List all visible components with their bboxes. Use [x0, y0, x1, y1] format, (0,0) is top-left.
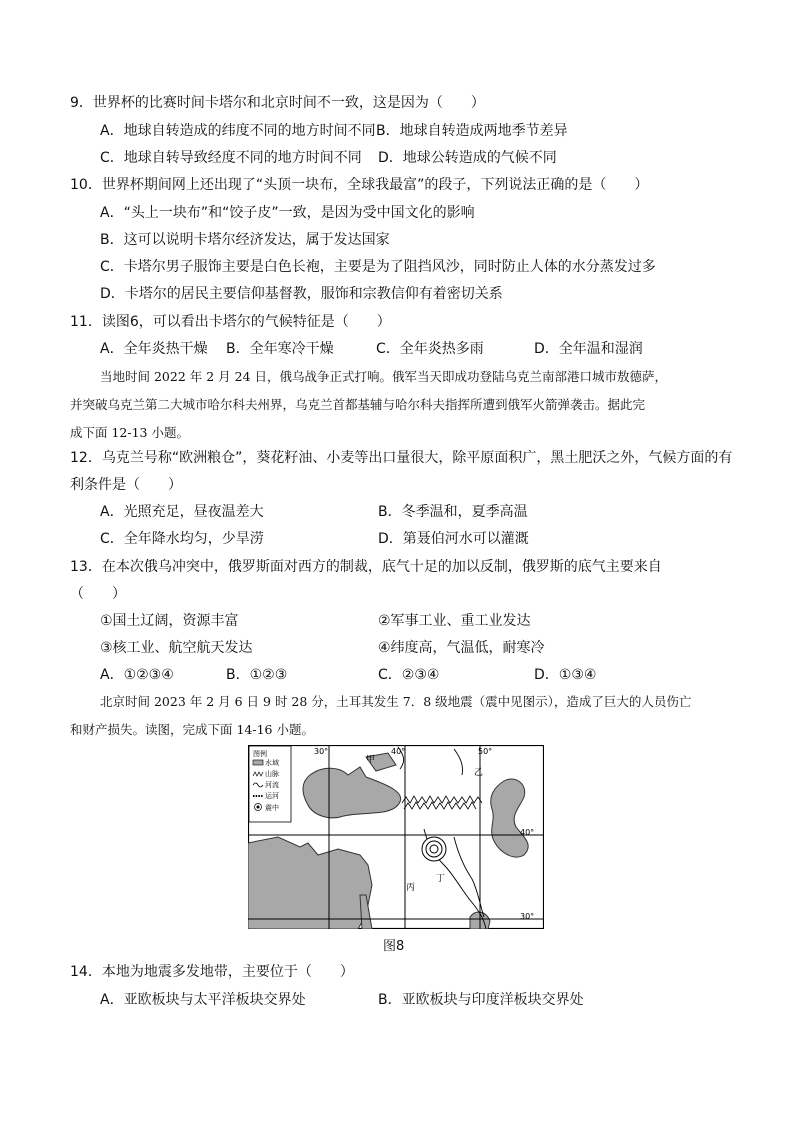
- legend-epicenter: 震中: [265, 804, 279, 812]
- q13-statement-1: ①国土辽阔，资源丰富: [100, 613, 239, 629]
- q11-option-d: D．全年温和湿润: [534, 341, 643, 357]
- passage-line: 当地时间 2022 年 2 月 24 日，俄乌战争正式打响。俄军当天即成功登陆乌克兰南部港口城市敖德萨，: [100, 369, 668, 384]
- q10-stem: 10．世界杯期间网上还出现了“头顶一块布，全球我最富”的段子，下列说法正确的是（ ）: [70, 177, 649, 193]
- q10-option-c: C．卡塔尔男子服饰主要是白色长袍，主要是为了阻挡风沙，同时防止人体的水分蒸发过多: [100, 259, 656, 275]
- legend-title: 图例: [253, 750, 267, 758]
- q12-stem-cont: 利条件是（ ）: [70, 477, 182, 493]
- passage-turkey-earthquake: [70, 688, 730, 744]
- q14-stem: 14．本地为地震多发地带，主要位于（ ）: [70, 964, 354, 980]
- earthquake-map: [248, 745, 544, 929]
- q10-option-a: A．“头上一块布”和“饺子皮”一致，是因为受中国文化的影响: [100, 205, 475, 221]
- legend-canal: 运河: [265, 792, 279, 800]
- q12-option-a: A．光照充足，昼夜温差大: [100, 504, 264, 520]
- lat-label-30: 30°: [520, 912, 535, 921]
- q12-stem: 12．乌克兰号称“欧洲粮仓”，葵花籽油、小麦等出口量很大，除平原面积广，黑土肥沃之外，气候方面的有: [70, 450, 733, 466]
- q14-option-a: A．亚欧板块与太平洋板块交界处: [100, 992, 306, 1008]
- lon-label-50: 50°: [478, 747, 493, 756]
- legend-mountain: 山脉: [265, 770, 279, 778]
- q10-option-d: D．卡塔尔的居民主要信仰基督教，服饰和宗教信仰有着密切关系: [100, 286, 503, 302]
- q10-option-b: B．这可以说明卡塔尔经济发达，属于发达国家: [100, 232, 390, 248]
- q11-stem: 11．读图6，可以看出卡塔尔的气候特征是（ ）: [70, 314, 391, 330]
- legend-water: 水域: [265, 759, 279, 767]
- q13-option-c: C．②③④: [378, 667, 440, 683]
- lon-label-30: 30°: [314, 747, 329, 756]
- place-label-yi: 乙: [474, 768, 484, 778]
- q11-option-a: A．全年炎热干燥: [100, 341, 208, 357]
- passage-line: 北京时间 2023 年 2 月 6 日 9 时 28 分，土耳其发生 7．8 级地震（震中见图示），造成了巨大的人员伤亡: [100, 694, 692, 709]
- q9-option-c: C．地球自转导致经度不同的地方时间不同: [100, 150, 362, 166]
- place-label-bing: 丙: [406, 883, 416, 893]
- q13-option-d: D．①③④: [534, 667, 597, 683]
- passage-russia-ukraine: [70, 363, 730, 447]
- q13-stem-cont: （ ）: [70, 586, 126, 602]
- figure-caption: 图8: [383, 939, 405, 954]
- q13-statement-4: ④纬度高，气温低，耐寒冷: [378, 640, 545, 656]
- q13-option-b: B．①②③: [226, 667, 288, 683]
- q13-option-a: A．①②③④: [100, 667, 174, 683]
- q14-option-b: B．亚欧板块与印度洋板块交界处: [378, 992, 584, 1008]
- passage-line: 和财产损失。读图，完成下面 14-16 小题。: [70, 722, 314, 737]
- q11-option-b: B．全年寒冷干燥: [226, 341, 334, 357]
- q12-option-b: B．冬季温和，夏季高温: [378, 504, 528, 520]
- map-legend: [249, 746, 291, 822]
- q9-option-a: A．地球自转造成的纬度不同的地方时间不同: [100, 123, 376, 139]
- place-label-jia: 甲: [366, 755, 376, 765]
- epicenter-icon: [422, 837, 446, 861]
- q13-stem: 13．在本次俄乌冲突中，俄罗斯面对西方的制裁，底气十足的加以反制，俄罗斯的底气主要来自: [70, 559, 662, 575]
- q9-stem: 9．世界杯的比赛时间卡塔尔和北京时间不一致，这是因为（ ）: [70, 95, 485, 111]
- q13-statement-2: ②军事工业、重工业发达: [378, 613, 531, 629]
- q12-option-c: C．全年降水均匀，少旱涝: [100, 531, 264, 547]
- passage-line: 并突破乌克兰第二大城市哈尔科夫州界，乌克兰首都基辅与哈尔科夫指挥所遭到俄军火箭弹袭击。据此完: [70, 397, 646, 412]
- passage-line: 成下面 12-13 小题。: [70, 425, 189, 440]
- legend-river: 河流: [265, 781, 279, 789]
- q12-option-d: D．第聂伯河水可以灌溉: [378, 531, 529, 547]
- q13-statement-3: ③核工业、航空航天发达: [100, 640, 253, 656]
- q9-option-b: B．地球自转造成两地季节差异: [376, 123, 568, 139]
- lat-label-40: 40°: [520, 828, 535, 837]
- lon-label-40: 40°: [391, 747, 406, 756]
- q11-option-c: C．全年炎热多雨: [376, 341, 484, 357]
- place-label-ding: 丁: [436, 874, 446, 884]
- q9-option-d: D．地球公转造成的气候不同: [378, 150, 557, 166]
